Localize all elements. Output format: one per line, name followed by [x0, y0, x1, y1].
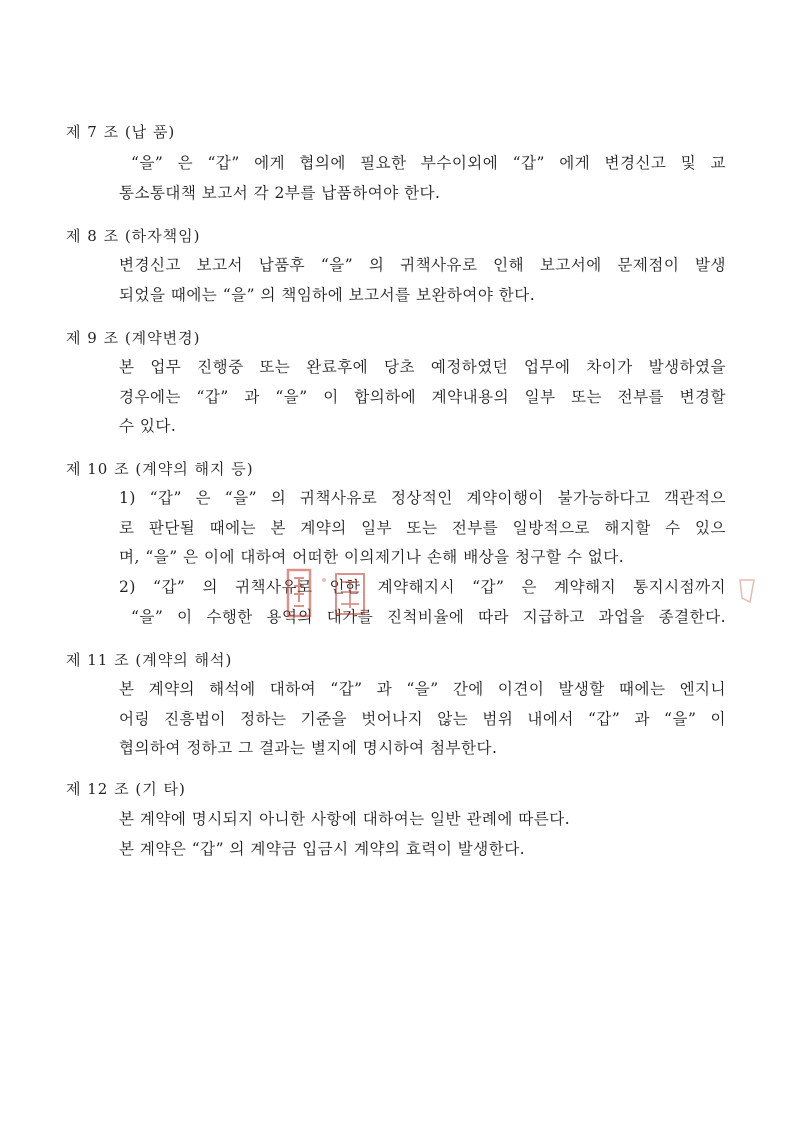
article-10-line-5: “을” 이 수행한 용역의 대가를 진척비율에 따라 지급하고 과업을 종결한다.: [131, 608, 726, 626]
article-12-line-2: 본 계약은 “갑” 의 계약금 입금시 계약의 효력이 발생한다.: [119, 840, 526, 858]
article-10-line-4: 2) “갑” 의 귀책사유로 인한 계약해지시 “갑” 은 계약해지 통지시점까지: [119, 578, 726, 596]
article-11-line-2: 어링 진흥법이 정하는 기준을 벗어나지 않는 범위 내에서 “갑” 과 “을” 이: [119, 710, 726, 728]
article-7-line-1: “을” 은 “갑” 에게 협의에 필요한 부수이외에 “갑” 에게 변경신고 및 교: [131, 154, 726, 172]
article-11-line-3: 협의하여 정하고 그 결과는 별지에 명시하여 첨부한다.: [119, 739, 498, 757]
article-7-heading: 제 7 조 (납 품): [66, 123, 176, 141]
article-12-heading: 제 12 조 (기 타): [66, 780, 186, 798]
article-8-line-1: 변경신고 보고서 납품후 “을” 의 귀책사유로 인해 보고서에 문제점이 발생: [119, 256, 726, 274]
article-10-line-2: 로 판단될 때에는 본 계약의 일부 또는 전부를 일방적으로 해지할 수 있으: [119, 519, 726, 537]
article-9-line-2: 경우에는 “갑” 과 “을” 이 합의하에 계약내용의 일부 또는 전부를 변경할: [119, 388, 726, 406]
article-11-line-1: 본 계약의 해석에 대하여 “갑” 과 “을” 간에 이견이 발생할 때에는 엔지니: [119, 680, 726, 698]
article-9-line-3: 수 있다.: [119, 417, 177, 435]
article-12-line-1: 본 계약에 명시되지 아니한 사항에 대하여는 일반 관례에 따른다.: [119, 810, 571, 828]
article-9-heading: 제 9 조 (계약변경): [66, 329, 201, 347]
article-10-heading: 제 10 조 (계약의 해지 등): [66, 460, 254, 478]
seal-edge-mark: [738, 578, 756, 604]
article-11-heading: 제 11 조 (계약의 해석): [66, 651, 233, 669]
article-10-line-3: 며, “을” 은 이에 대하여 어떠한 이의제기나 손해 배상을 청구할 수 없다.: [119, 548, 625, 566]
article-8-line-2: 되었을 때에는 “을” 의 책임하에 보고서를 보완하여야 한다.: [119, 286, 536, 304]
article-10-line-1: 1) “갑” 은 “을” 의 귀책사유로 정상적인 계약이행이 불가능하다고 객관적으: [119, 489, 726, 507]
article-7-line-2: 통소통대책 보고서 각 2부를 납품하여야 한다.: [119, 184, 441, 202]
article-8-heading: 제 8 조 (하자책임): [66, 227, 201, 245]
article-9-line-1: 본 업무 진행중 또는 완료후에 당초 예정하였던 업무에 차이가 발생하였을: [119, 358, 726, 376]
